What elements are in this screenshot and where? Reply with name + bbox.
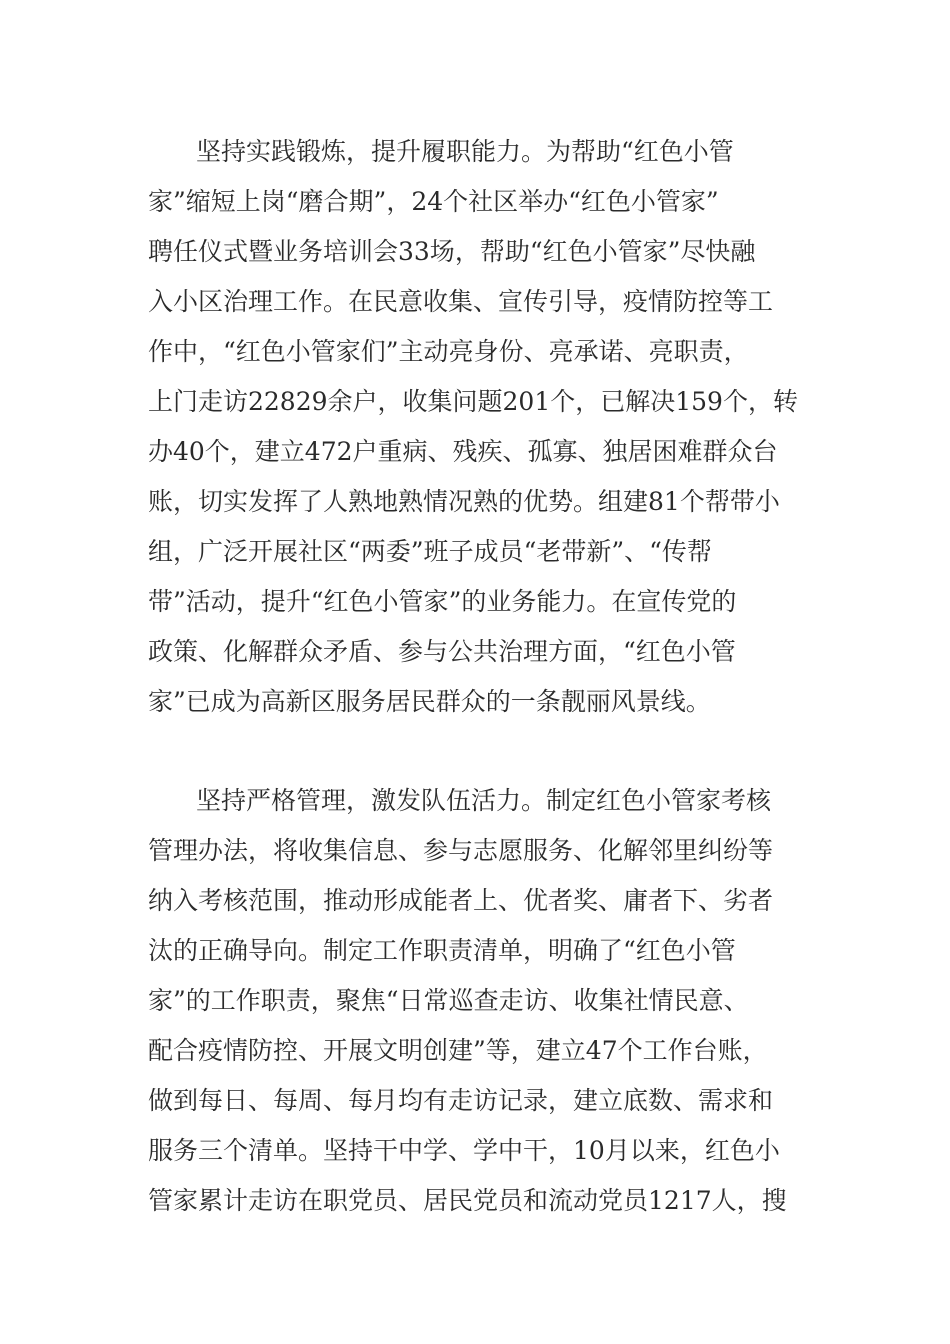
- text-line: 组，广泛开展社区“两委”班子成员“老带新”、“传帮: [148, 537, 712, 566]
- text-line: 办40个，建立472户重病、残疾、孤寡、独居困难群众台: [148, 437, 778, 466]
- text-line: 纳入考核范围，推动形成能者上、优者奖、庸者下、劣者: [148, 886, 774, 915]
- text-line: 聘任仪式暨业务培训会33场，帮助“红色小管家”尽快融: [148, 237, 756, 266]
- text-line: 作中，“红色小管家们”主动亮身份、亮承诺、亮职责，: [148, 337, 749, 366]
- text-line: 坚持实践锻炼，提升履职能力。为帮助“红色小管: [196, 137, 734, 166]
- text-line: 带”活动，提升“红色小管家”的业务能力。在宣传党的: [148, 587, 737, 616]
- text-line: 管理办法，将收集信息、参与志愿服务、化解邻里纠纷等: [148, 836, 774, 865]
- text-line: 上门走访22829余户，收集问题201个，已解决159个，转: [148, 387, 798, 416]
- text-line: 政策、化解群众矛盾、参与公共治理方面，“红色小管: [148, 637, 736, 666]
- text-line: 家”已成为高新区服务居民群众的一条靓丽风景线。: [148, 687, 711, 716]
- text-line: 服务三个清单。坚持干中学、学中干，10月以来，红色小: [148, 1136, 780, 1165]
- text-line: 账，切实发挥了人熟地熟情况熟的优势。组建81个帮带小: [148, 487, 780, 516]
- text-line: 做到每日、每周、每月均有走访记录，建立底数、需求和: [148, 1086, 774, 1115]
- text-line: 家”缩短上岗“磨合期”，24个社区举办“红色小管家”: [148, 187, 719, 216]
- text-line: 配合疫情防控、开展文明创建”等，建立47个工作台账，: [148, 1036, 768, 1065]
- text-line: 管家累计走访在职党员、居民党员和流动党员1217人，搜: [148, 1186, 787, 1215]
- text-line: 家”的工作职责，聚焦“日常巡查走访、收集社情民意、: [148, 986, 749, 1015]
- text-line: 坚持严格管理，激发队伍活力。制定红色小管家考核: [196, 786, 772, 815]
- text-line: 入小区治理工作。在民意收集、宣传引导，疫情防控等工: [148, 287, 774, 316]
- text-line: 汰的正确导向。制定工作职责清单，明确了“红色小管: [148, 936, 736, 965]
